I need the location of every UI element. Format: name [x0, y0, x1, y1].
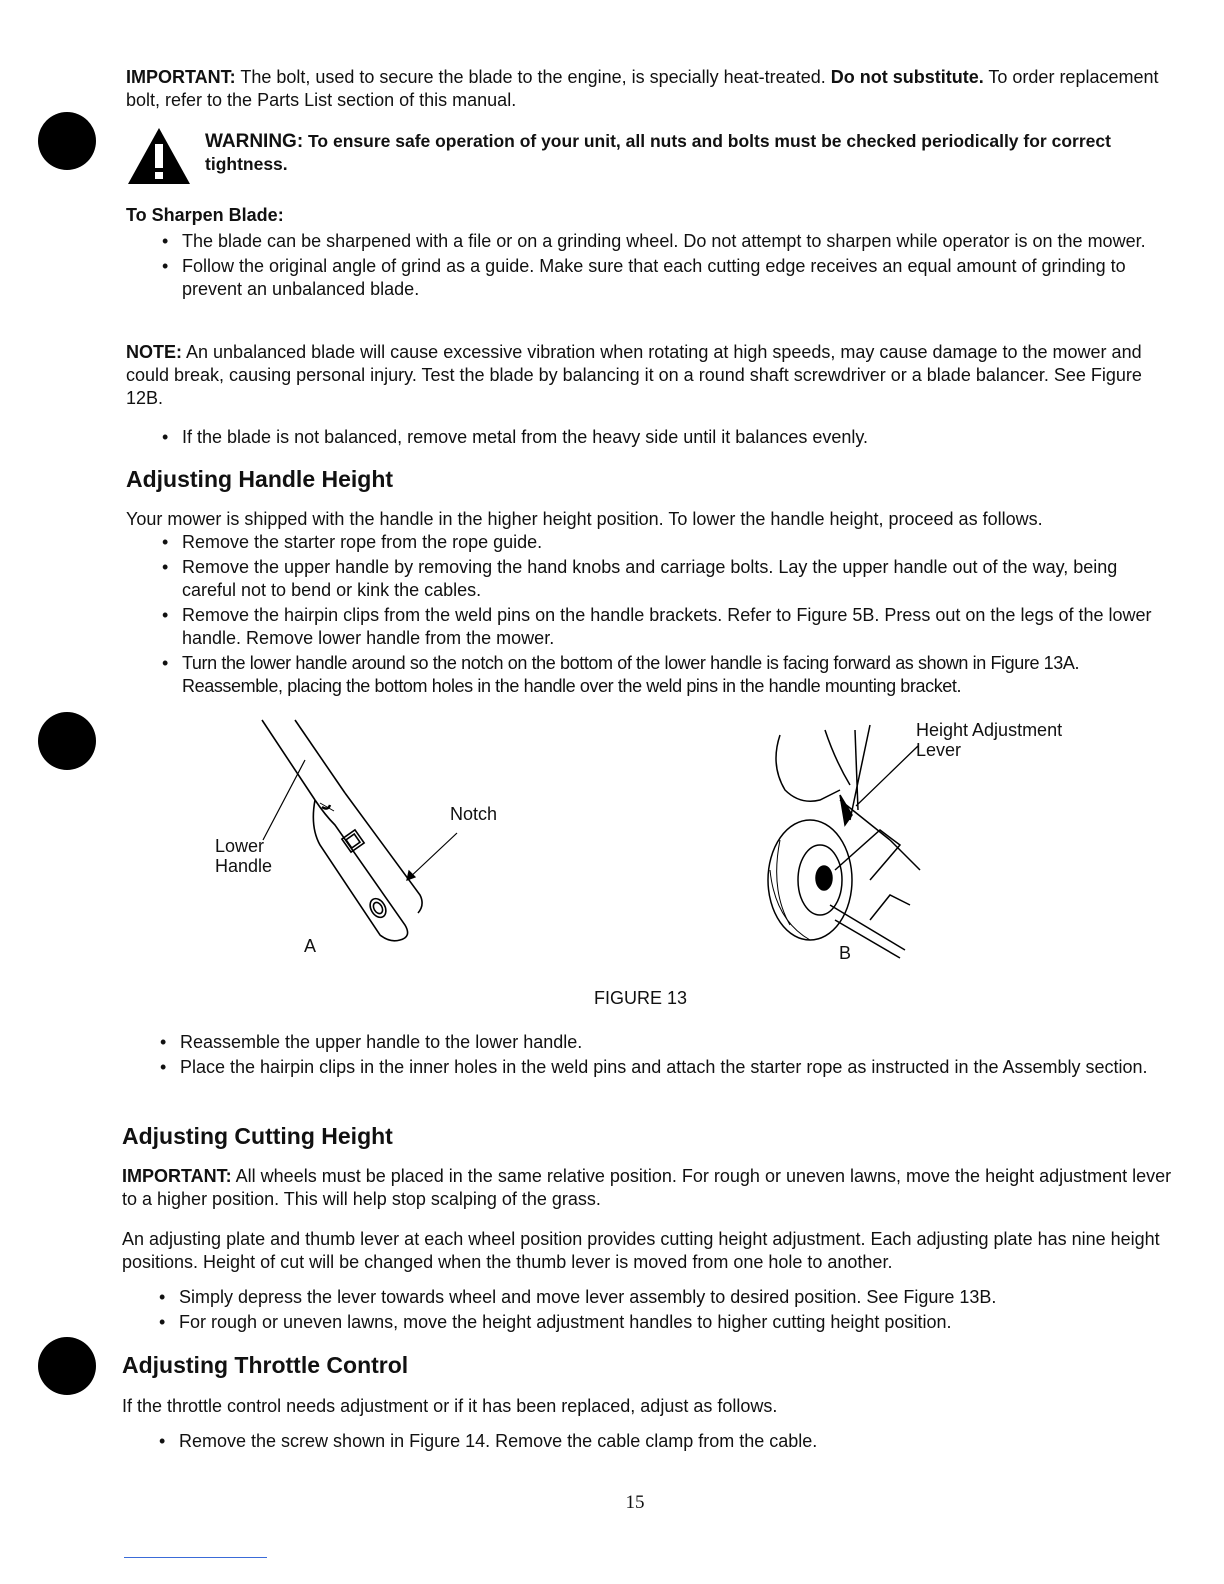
important-text-1: The bolt, used to secure the blade to the engine, is specially heat-treated.	[240, 67, 826, 87]
lower-handle-line-1: Lower	[215, 836, 265, 856]
lower-handle-label	[215, 836, 272, 876]
cutting-paragraph: An adjusting plate and thumb lever at each wheel position provides cutting height adjustment. Each adjusting plate has nine height positions. Height of cut will be changed when the thumb lever is moved from one hole to another.	[122, 1229, 1160, 1272]
note-label: NOTE:	[126, 342, 182, 362]
balance-bullet: • If the blade is not balanced, remove metal from the heavy side until it balances evenly.	[158, 426, 1176, 449]
sharpen-list	[158, 230, 1176, 303]
sharpen-bullet-1: • The blade can be sharpened with a file or on a grinding wheel. Do not attempt to sharpen while operator is on the mower.	[158, 230, 1176, 253]
cutting-important-paragraph	[122, 1165, 1176, 1211]
throttle-bullet-1: • Remove the screw shown in Figure 14. Remove the cable clamp from the cable.	[155, 1430, 1176, 1453]
cutting-important-label: IMPORTANT:	[122, 1166, 232, 1186]
cutting-height-list	[155, 1286, 1176, 1336]
punch-hole-top	[38, 112, 96, 170]
throttle-intro: If the throttle control needs adjustment or if it has been replaced, adjust as follows.	[122, 1396, 778, 1416]
footer-rule	[124, 1557, 267, 1558]
note-text: An unbalanced blade will cause excessive vibration when rotating at high speeds, may cause damage to the mower and could break, causing personal injury. Test the blade by balancing it on a round shaft screwdriver or a blade balancer. See Figure 12B.	[126, 342, 1142, 408]
sharpen-title: To Sharpen Blade:	[126, 205, 284, 225]
lower-handle-line-2: Handle	[215, 856, 273, 876]
balance-list	[158, 426, 1176, 451]
handle-height-list-after	[156, 1031, 1176, 1081]
handle-height-intro: Your mower is shipped with the handle in the higher height position. To lower the handle height, proceed as follows.	[126, 509, 1043, 529]
page-number: 15	[625, 1492, 645, 1513]
warning-text	[205, 130, 1165, 176]
punch-hole-bottom	[38, 1337, 96, 1395]
cutting-important-text: All wheels must be placed in the same relative position. For rough or uneven lawns, move the height adjustment lever to a higher position. This will help stop scalping of the grass.	[122, 1166, 1172, 1209]
handle-bullet-4: • Turn the lower handle around so the notch on the bottom of the lower handle is facing forward as shown in Figure 13A. Reassemble, placing the bottom holes in the handle over the weld pins in the handle mounting bracket.	[158, 652, 1176, 698]
punch-hole-middle	[38, 712, 96, 770]
note-paragraph	[126, 341, 1176, 410]
important-bolt-paragraph	[126, 66, 1176, 112]
height-lever-leader	[848, 742, 923, 812]
figure-13-caption: FIGURE 13	[594, 988, 688, 1008]
handle-after-bullet-2: • Place the hairpin clips in the inner holes in the weld pins and attach the starter rope as instructed in the Assembly section.	[156, 1056, 1176, 1079]
handle-bullet-2: • Remove the upper handle by removing the hand knobs and carriage bolts. Lay the upper handle out of the way, being careful not to bend or kink the cables.	[158, 556, 1176, 602]
figure-13b-letter: B	[839, 943, 852, 963]
warning-label: WARNING:	[205, 131, 304, 152]
warning-icon	[126, 126, 192, 186]
do-not-substitute: Do not substitute.	[830, 67, 984, 87]
sharpen-bullet-2: • Follow the original angle of grind as a guide. Make sure that each cutting edge receives an equal amount of grinding to prevent an unbalanced blade.	[158, 255, 1176, 301]
handle-after-bullet-1: • Reassemble the upper handle to the lower handle.	[156, 1031, 1176, 1054]
notch-label: Notch	[450, 804, 498, 824]
important-label: IMPORTANT:	[126, 67, 236, 87]
cutting-bullet-2: • For rough or uneven lawns, move the height adjustment handles to higher cutting height position.	[155, 1311, 1176, 1334]
warning-body: To ensure safe operation of your unit, all nuts and bolts must be checked periodically for correct tightness.	[205, 131, 1111, 174]
lower-handle-leader	[255, 755, 325, 845]
cutting-bullet-1: • Simply depress the lever towards wheel and move lever assembly to desired position. See Figure 13B.	[155, 1286, 1176, 1309]
handle-bullet-3: • Remove the hairpin clips from the weld pins on the handle brackets. Refer to Figure 5B. Press out on the legs of the lower handle. Remove lower handle from the mower.	[158, 604, 1176, 650]
cutting-height-heading: Adjusting Cutting Height	[122, 1123, 393, 1149]
throttle-list	[155, 1430, 1176, 1455]
handle-bullet-1: • Remove the starter rope from the rope guide.	[158, 531, 1176, 554]
handle-height-heading: Adjusting Handle Height	[126, 466, 394, 492]
throttle-heading: Adjusting Throttle Control	[122, 1352, 409, 1378]
height-adjustment-lever-label	[916, 720, 1062, 760]
handle-height-list	[158, 531, 1176, 700]
hal-line-1: Height Adjustment	[916, 720, 1063, 740]
figure-13a-letter: A	[304, 936, 317, 956]
notch-leader	[395, 830, 465, 890]
important-text-2: To order replacement bolt, refer to the Parts List section of this manual.	[126, 67, 1159, 110]
hal-line-2: Lever	[916, 740, 962, 760]
